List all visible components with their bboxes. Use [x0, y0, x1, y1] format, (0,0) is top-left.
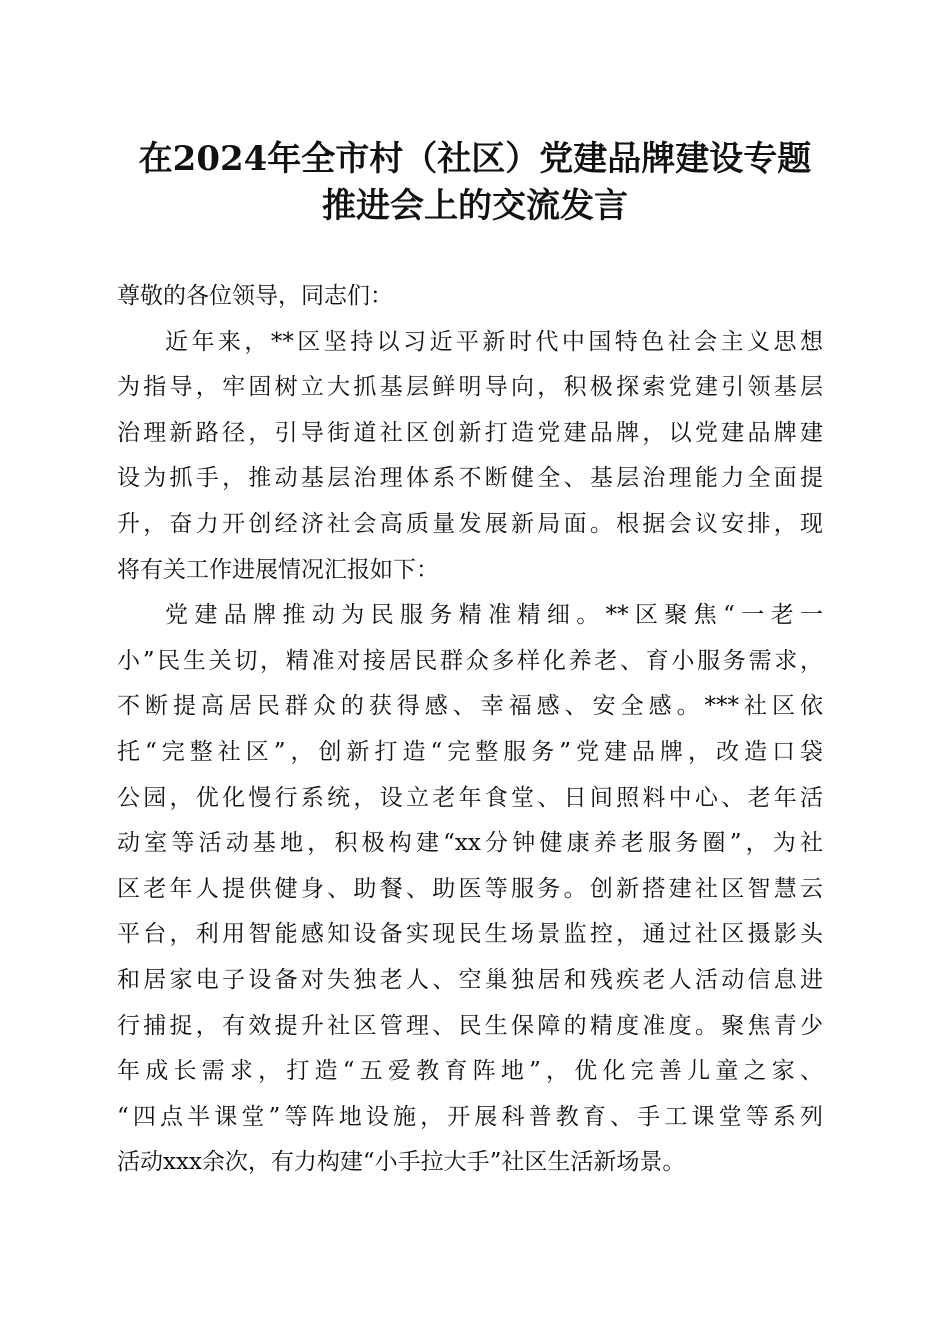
paragraph-line: “四点半课堂”等阵地设施，开展科普教育、手工课堂等系列 [117, 1103, 823, 1130]
salutation: 尊敬的各位领导，同志们： [117, 283, 393, 309]
title-line: 在2024年全市村（社区）党建品牌建设专题 [138, 139, 812, 179]
paragraph-line: 活动xxx余次，有力构建“小手拉大手”社区生活新场景。 [117, 1149, 686, 1176]
paragraph [117, 593, 823, 1186]
paragraph-line: 和居家电子设备对失独老人、空巢独居和残疾老人活动信息进 [117, 966, 823, 993]
document-title [0, 136, 950, 230]
paragraph [117, 320, 823, 594]
paragraph-line: 托“完整社区”，创新打造“完整服务”党建品牌，改造口袋 [117, 738, 823, 765]
paragraph-line: 升，奋力开创经济社会高质量发展新局面。根据会议安排，现 [117, 510, 823, 537]
paragraph-line: 设为抓手，推动基层治理体系不断健全、基层治理能力全面提 [117, 465, 823, 492]
paragraph-line: 治理新路径，引导街道社区创新打造党建品牌，以党建品牌建 [117, 419, 823, 446]
paragraph-line: 将有关工作进展情况汇报如下： [117, 556, 439, 583]
title-line: 推进会上的交流发言 [322, 186, 628, 226]
paragraph-line: 为指导，牢固树立大抓基层鲜明导向，积极探索党建引领基层 [117, 374, 823, 401]
paragraph-line: 不断提高居民群众的获得感、幸福感、安全感。***社区依 [117, 693, 823, 720]
paragraph-line: 近年来，**区坚持以习近平新时代中国特色社会主义思想 [165, 328, 823, 355]
paragraph-line: 年成长需求，打造“五爱教育阵地”，优化完善儿童之家、 [117, 1058, 823, 1085]
document-body [117, 274, 823, 1186]
paragraph-line: 平台，利用智能感知设备实现民生场景监控，通过社区摄影头 [117, 921, 823, 948]
paragraph-line: 党建品牌推动为民服务精准精细。**区聚焦“一老一 [165, 602, 823, 629]
paragraph-line: 区老年人提供健身、助餐、助医等服务。创新搭建社区智慧云 [117, 875, 823, 902]
paragraph-line: 行捕捉，有效提升社区管理、民生保障的精度准度。聚焦青少 [117, 1012, 823, 1039]
paragraph-line: 动室等活动基地，积极构建“xx分钟健康养老服务圈”，为社 [117, 830, 823, 857]
paragraphs [117, 320, 823, 1186]
paragraph-line: 公园，优化慢行系统，设立老年食堂、日间照料中心、老年活 [117, 784, 823, 811]
paragraph-line: 小”民生关切，精准对接居民群众多样化养老、育小服务需求， [117, 647, 823, 674]
